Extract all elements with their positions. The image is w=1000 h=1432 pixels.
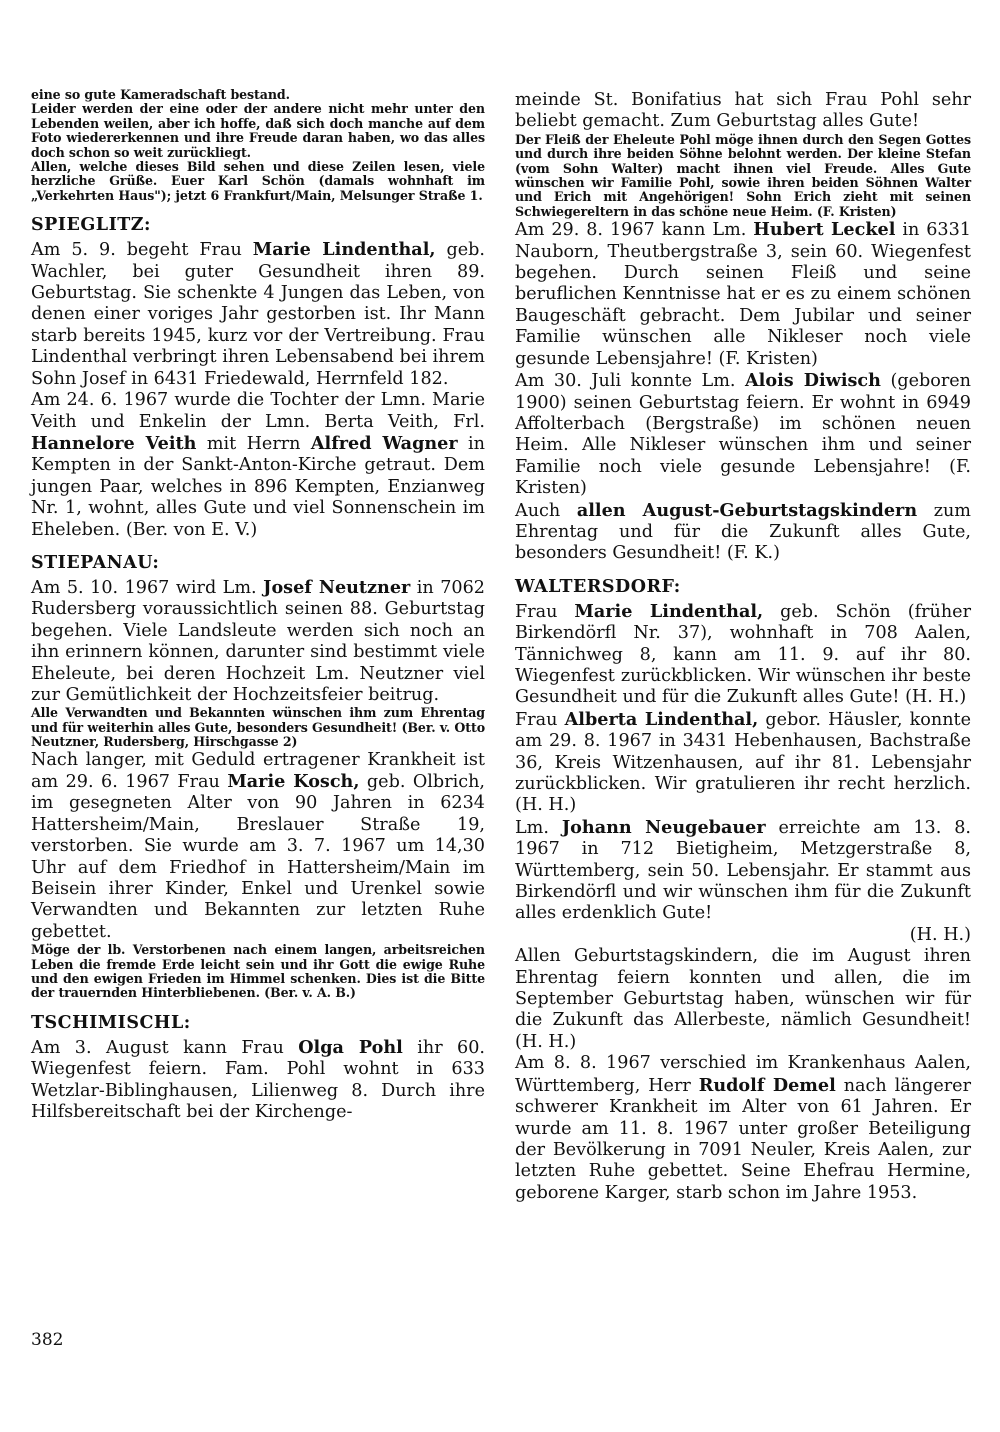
text: Nach langer, mit Geduld ertragener Krankheit ist am 29. 6. 1967 Frau (31, 749, 485, 792)
text: in 6331 Nauborn, Theutbergstraße 3, sein 60. Wiegenfest begehen. Durch seinen Fleiß und seine beruflichen Kenntnisse hat er es zu einem schönen Baugeschäft gebracht. Dem Jubilar und seiner Familie wünschen alle Nikleser noch viele gesunde Lebensjahre! (F. Kristen) (515, 220, 971, 369)
text: in Kempten in der Sankt-Anton-Kirche getraut. Dem jungen Paar, welches in 896 Kempten, Enzianweg Nr. 1, wohnt, alles Gute und viel Sonnenschein im Eheleben. (Ber. von E. V.) (31, 433, 485, 540)
pohl-wishes: Der Fleiß der Eheleute Pohl möge ihnen durch den Segen Gottes und durch ihre beiden Söhne belohnt werden. Der kleine Stefan (vom Sohn Walter) macht ihnen viel Freude. Alles Gute wünschen wir Familie Pohl, sowie ihren beiden Söhnen Walter und Erich mit Angehörigen! Sohn Erich zieht mit seinen Schwiegereltern in das schöne neue Heim. (F. Kristen) (515, 131, 971, 219)
person-name: Hannelore Veith (31, 432, 197, 454)
left-column (31, 88, 485, 1124)
person-name: Josef Neutzner (263, 576, 411, 598)
article-pohl-continued: meinde St. Bonifatius hat sich Frau Pohl sehr beliebt gemacht. Zum Geburtstag alles Gute! (515, 90, 971, 132)
text: Frau (515, 601, 575, 622)
intro-paragraph: Leider werden der eine oder der andere nicht mehr unter den Lebenden weilen, aber ich hoffe, daß sich doch manche auf dem Foto wiedererkennen und ihre Freude daran haben, wo das alles doch schon so weit zurückliegt. (31, 101, 485, 160)
text: Am 29. 8. 1967 kann Lm. (515, 220, 754, 241)
person-name: Alberta Lindenthal, (564, 708, 759, 730)
article-august-birthdays (515, 500, 971, 565)
heading-tschimischl: TSCHIMISCHL: (31, 1012, 191, 1033)
person-name: Marie Lindenthal, (574, 600, 764, 622)
article-pohl (31, 1037, 485, 1124)
article-veith-wedding (31, 390, 485, 541)
text: mit Herrn (196, 433, 311, 454)
person-name: Alois Diwisch (745, 370, 881, 392)
neutzner-wishes: Alle Verwandten und Bekannten wünschen ihm zum Ehrentag und für weiterhin alles Gute, besonders Gesundheit! (Ber. v. Otto Neutzner, Rudersberg, Hirschgasse 2) (31, 705, 485, 750)
page-number: 382 (31, 1330, 64, 1350)
text: Am 8. 8. 1967 verschied im Krankenhaus Aalen, Württemberg, Herr (515, 1053, 971, 1096)
article-diwisch (515, 370, 971, 499)
article-demel-obituary (515, 1053, 971, 1204)
text: geb. Olbrich, im gesegneten Alter von 90 Jahren in 6234 Hattersheim/Main, Breslauer Straße 19, verstorben. Sie wurde am 3. 7. 1967 um 14,30 Uhr auf dem Friedhof in Hattersheim/Main im Beisein ihrer Kinder, Enkel und Urenkel sowie Verwandten und Bekannten zur letzten Ruhe gebettet. (31, 772, 486, 942)
heading-waltersdorf: WALTERSDORF: (515, 576, 681, 597)
kosch-prayer: Möge der lb. Verstorbenen nach einem langen, arbeitsreichen Leben die fremde Erde leicht sein und ihr Gott die ewige Ruhe und den ewigen Frieden im Himmel schenken. Dies ist die Bitte der trauernden Hinterbliebenen. (Ber. v. A. B.) (31, 942, 485, 1001)
highlight: allen August-Geburtstagskindern (576, 499, 918, 521)
person-name: Marie Lindenthal, (252, 239, 436, 261)
article-neugebauer (515, 817, 971, 925)
text: Frau (515, 709, 565, 730)
article-leckel (515, 219, 971, 370)
text: (geboren 1900) seinen Geburtstag feiern. Er wohnt in 6949 Affolterbach (Bergstraße) im schönen neuen Heim. Alle Nikleser wünschen ihm und seiner Familie noch viele gesunde Lebensjahre! (F. Kristen) (515, 371, 971, 499)
person-name: Olga Pohl (298, 1036, 403, 1058)
text: Am 5. 10. 1967 wird Lm. (31, 577, 264, 598)
heading-stiepanau: STIEPANAU: (31, 552, 160, 573)
text: ihr 60. Wiegenfest feiern. Fam. Pohl wohnt in 633 Wetzlar-Biblinghausen, Lilienweg 8. Durch ihre Hilfsbereitschaft bei der Kirchenge- (31, 1037, 485, 1123)
article-alberta-lindenthal (515, 709, 971, 817)
text: Am 5. 9. begeht Frau (31, 240, 253, 261)
text: geb. Schön (früher Birkendörfl Nr. 37), wohnhaft in 708 Aalen, Tännichweg 8, kann am 11. 9. auf ihr 80. Wiegenfest zurückblicken. Wir wünschen ihr beste Gesundheit und für die Zukunft alles Gute! (H. H.) (515, 601, 971, 708)
person-name: Alfred Wagner (310, 432, 458, 454)
text: erreichte am 13. 8. 1967 in 712 Bietigheim, Metzgerstraße 8, Württemberg, sein 50. Lebensjahr. Er stammt aus Birkendörfl und wir wünschen ihm für die Zukunft alles erdenklich Gute! (515, 817, 971, 924)
article-birthday-wishes: Allen Geburtstagskindern, die im August ihren Ehrentag feiern konnten und allen, die im September Geburtstag haben, wünschen wir für die Zukunft das Allerbeste, nämlich Gesundheit! (H. H.) (515, 946, 971, 1052)
person-name: Hubert Leckel (753, 219, 896, 241)
text: nach längerer schwerer Krankheit im Alter von 61 Jahren. Er wurde am 11. 8. 1967 unter großer Beteiligung der Bevölkerung in 7091 Neuler, Kreis Aalen, zur letzten Ruhe gebettet. Seine Ehefrau Hermine, geborene Karger, starb schon im Jahre 1953. (515, 1075, 971, 1203)
text: Am 30. Juli konnte Lm. (515, 371, 746, 392)
text: Auch (515, 500, 577, 521)
article-neutzner (31, 577, 485, 706)
text: gebor. Häusler, konnte am 29. 8. 1967 in 3431 Hebenhausen, Bachstraße 36, Kreis Witzenhausen, auf ihr 81. Lebensjahr zurückblicken. Wir gratulieren ihr recht herzlich. (H. H.) (515, 709, 972, 816)
article-lindenthal-waltersdorf (515, 601, 971, 709)
text: in 7062 Rudersberg voraussichtlich seinen 88. Geburtstag begehen. Viele Landsleute werden sich noch an ihn erinnern können, darunter sind bestimmt viele Eheleute, bei deren Hochzeit Lm. Neutzner viel zur Gemütlichkeit der Hochzeitsfeier beitrug. (31, 577, 486, 705)
person-name: Marie Kosch, (227, 771, 360, 792)
intro-line: eine so gute Kameradschaft bestand. (31, 87, 290, 102)
right-column (515, 90, 971, 1204)
article-lindenthal-spieglitz (31, 239, 485, 390)
heading-spieglitz: SPIEGLITZ: (31, 215, 152, 236)
person-name: Rudolf Demel (698, 1074, 836, 1096)
text: Am 3. August kann Frau (31, 1037, 299, 1058)
person-name: Johann Neugebauer (561, 816, 766, 838)
intro-greeting: Allen, welche dieses Bild sehen und diese Zeilen lesen, viele herzliche Grüße. Euer Karl Schön (damals wohnhaft im „Verkehrten Haus"); jetzt 6 Frankfurt/Main, Melsunger Straße 1. (31, 159, 485, 203)
text: Lm. (515, 817, 562, 838)
text: geb. Wachler, bei guter Gesundheit ihren 89. Geburtstag. Sie schenkte 4 Jungen das Leben, von denen einer voriges Jahr gestorben ist. Ihr Mann starb bereits 1945, kurz vor der Vertreibung. Frau Lindenthal verbringt ihren Lebensabend bei ihrem Sohn Josef in 6431 Friedewald, Herrnfeld 182. (31, 240, 485, 389)
text: zum Ehrentag und für die Zukunft alles Gute, besonders Gesundheit! (F. K.) (515, 500, 971, 564)
signature: (H. H.) (909, 924, 971, 945)
article-kosch-obituary (31, 750, 485, 944)
text: Am 24. 6. 1967 wurde die Tochter der Lmn. Marie Veith und Enkelin der Lmn. Berta Veith, Frl. (31, 390, 485, 432)
